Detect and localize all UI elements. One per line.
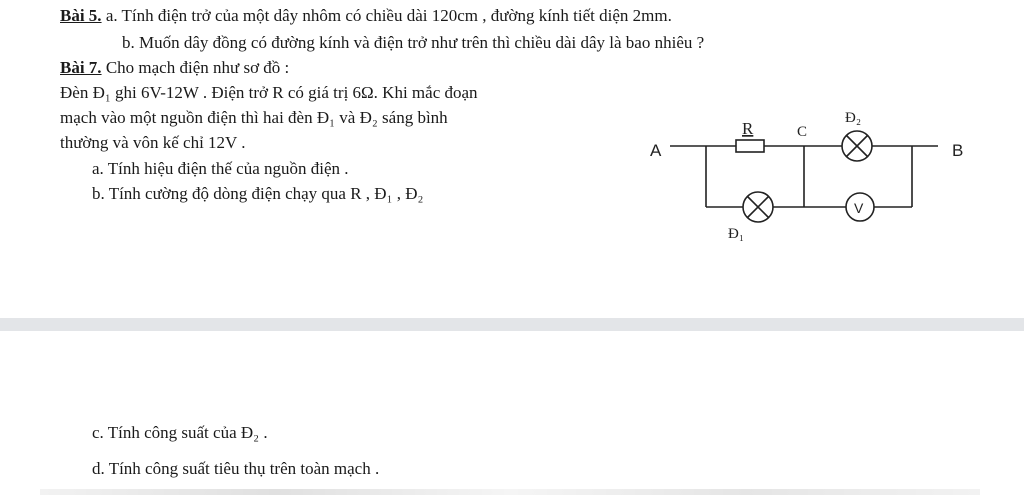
scan-smudge	[40, 489, 980, 495]
exercise-7-text-line-1: Đèn Đ₁ ghi 6V-12W . Điện trở R có giá trị 6Ω. Khi mắc đoạn	[60, 83, 478, 102]
exercise-7-part-c: c. Tính công suất của Đ₂ .	[92, 423, 268, 442]
node-b-label: B	[952, 141, 964, 160]
resistor-label: R	[742, 119, 754, 138]
exercise-5-heading: Bài 5.	[60, 6, 102, 25]
lamp-d1-label: Đ₁	[728, 226, 745, 242]
node-a-label: A	[650, 141, 662, 160]
exercise-7-intro-line	[60, 58, 289, 78]
exercise-7-text-line-2: mạch vào một nguồn điện thì hai đèn Đ₁ và Đ₂ sáng bình	[60, 108, 448, 127]
exercise-7-intro: Cho mạch điện như sơ đồ :	[105, 58, 290, 77]
resistor-r	[736, 140, 764, 152]
voltmeter-label: V	[854, 200, 864, 216]
exercise-7-part-b: b. Tính cường độ dòng điện chạy qua R , Đ₁ , Đ₂	[92, 184, 424, 203]
exercise-7-heading: Bài 7.	[60, 58, 102, 77]
exercise-7-part-d: d. Tính công suất tiêu thụ trên toàn mạch .	[92, 459, 380, 478]
exercise-7-text-line-3: thường và vôn kế chỉ 12V .	[60, 133, 246, 152]
node-c-label: C	[797, 124, 808, 140]
exercise-5-line-a	[60, 6, 672, 26]
page-separator	[0, 318, 1024, 331]
exercise-5-part-a: a. Tính điện trở của một dây nhôm có chiều dài 120cm , đường kính tiết diện 2mm.	[105, 6, 672, 25]
exercise-7-part-a: a. Tính hiệu điện thế của nguồn điện .	[92, 159, 349, 178]
lamp-d2-label: Đ₂	[845, 110, 862, 126]
circuit-diagram	[640, 100, 980, 250]
exercise-5-part-b: b. Muốn dây đồng có đường kính và điện trở như trên thì chiều dài dây là bao nhiêu ?	[122, 33, 705, 52]
